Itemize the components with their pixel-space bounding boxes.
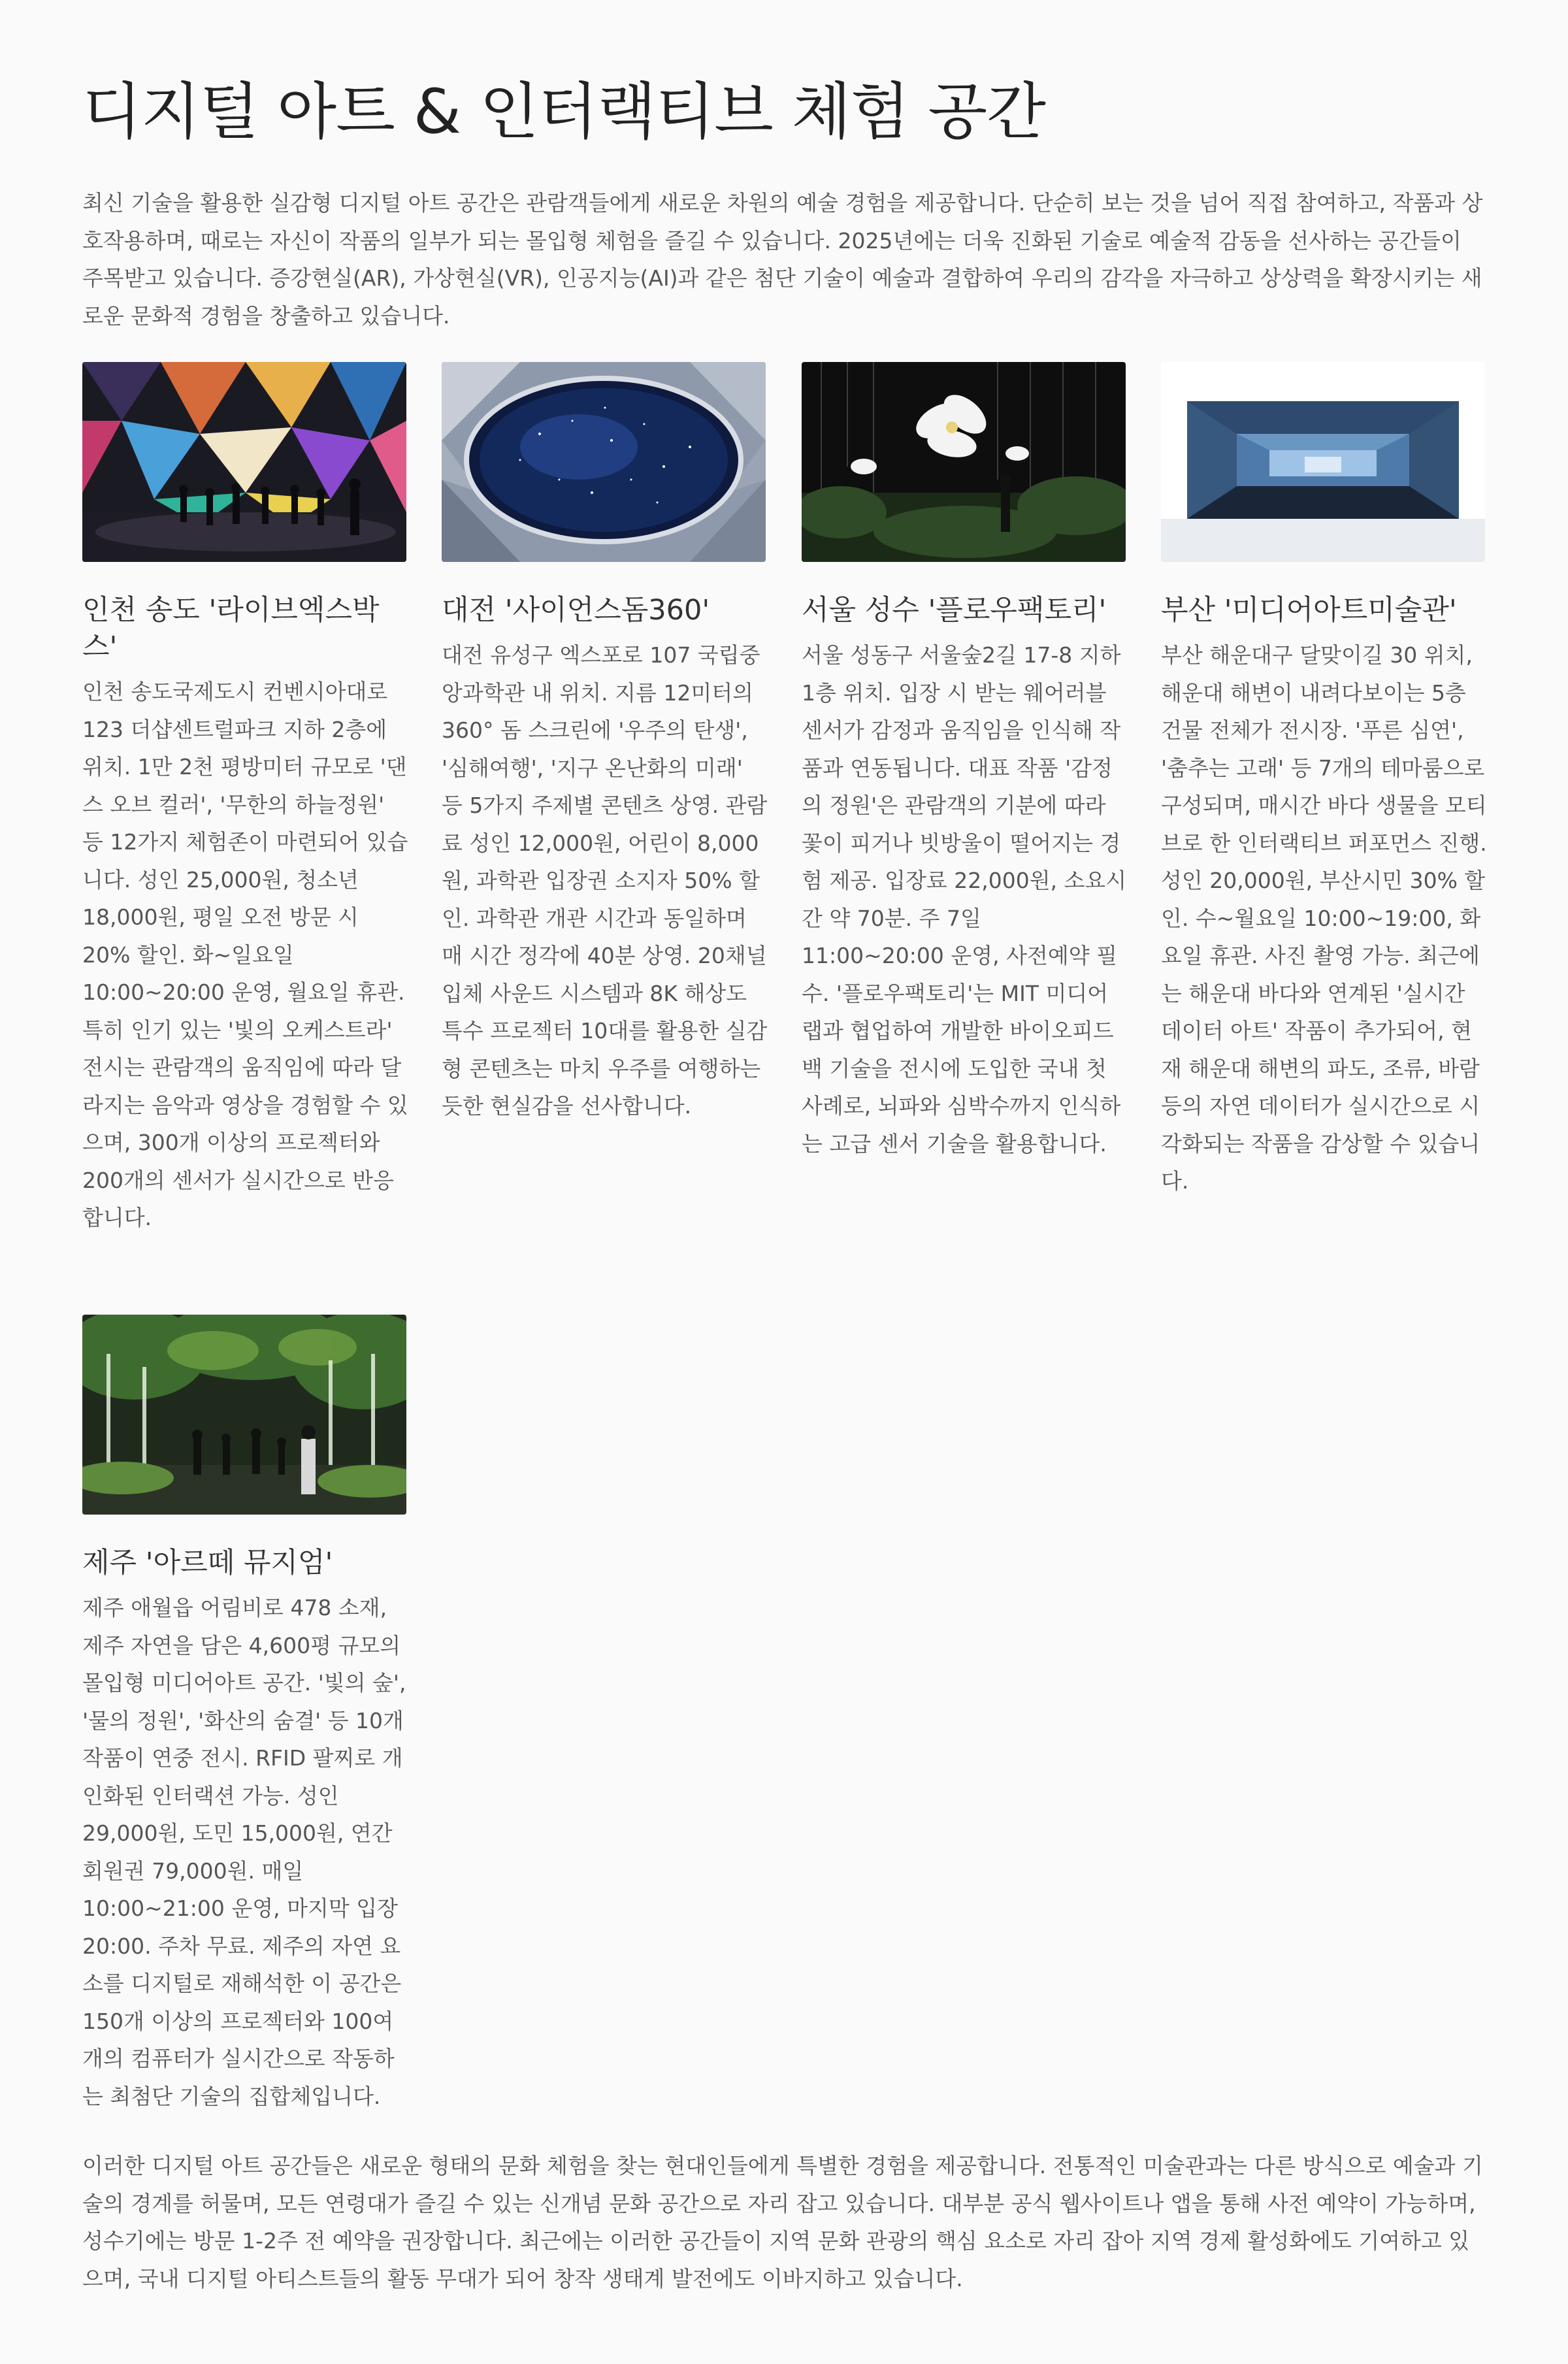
venue-description-incheon: 인천 송도국제도시 컨벤시아대로 123 더샵센트럴파크 지하 2층에 위치. 1만 2천 평방미터 규모로 '댄스 오브 컬러', '무한의 하늘정원' 등 12가지 체험존이 마련되어 있습니다. 성인 25,000원, 청소년 18,000원, 평일 오전 방문 시 20% 할인. 화~일요일 10:00~20:00 운영, 월요일 휴관. 특히 인기 있는 '빛의 오케스트라' 전시는 관람객의 움직임에 따라 달라지는 음악과 영상을 경험할 수 있으며, 300개 이상의 프로젝터와 200개의 센서가 실시간으로 반응합니다.: [82, 679, 408, 1230]
venue-image-busan: [1161, 362, 1485, 562]
page-title: 디지털 아트 & 인터랙티브 체험 공간: [82, 76, 1045, 148]
venue-title-daejeon: 대전 '사이언스돔360': [442, 594, 710, 627]
venue-title-busan: 부산 '미디어아트미술관': [1161, 594, 1457, 627]
outro-paragraph: 이러한 디지털 아트 공간들은 새로운 형태의 문화 체험을 찾는 현대인들에게 특별한 경험을 제공합니다. 전통적인 미술관과는 다른 방식으로 예술과 기술의 경계를 허물며, 모든 연령대가 즐길 수 있는 신개념 문화 공간으로 자리 잡고 있습니다. 대부분 공식 웹사이트나 앱을 통해 사전 예약이 가능하며, 성수기에는 방문 1-2주 전 예약을 권장합니다. 최근에는 이러한 공간들이 지역 문화 관광의 핵심 요소로 자리 잡아 지역 경제 활성화에도 기여하고 있으며, 국내 디지털 아티스트들의 활동 무대가 되어 창작 생태계 발전에도 이바지하고 있습니다.: [82, 2153, 1483, 2291]
venue-description-daejeon: 대전 유성구 엑스포로 107 국립중앙과학관 내 위치. 지름 12미터의 360° 돔 스크린에 '우주의 탄생', '심해여행', '지구 온난화의 미래' 등 5가지 주제별 콘텐츠 상영. 관람료 성인 12,000원, 어린이 8,000원, 과학관 입장권 소지자 50% 할인. 과학관 개관 시간과 동일하며 매 시간 정각에 40분 상영. 20채널 입체 사운드 시스템과 8K 해상도 특수 프로젝터 10대를 활용한 실감형 콘텐츠는 마치 우주를 여행하는 듯한 현실감을 선사합니다.: [442, 642, 768, 1119]
venue-title-seoul: 서울 성수 '플로우팩토리': [802, 594, 1107, 627]
venue-card-daejeon: [442, 362, 768, 1125]
venue-image-seoul: [802, 362, 1126, 562]
venue-image-incheon: [82, 362, 406, 562]
venue-title-jeju: 제주 '아르떼 뮤지엄': [82, 1547, 333, 1579]
venue-card-incheon: [82, 362, 409, 1237]
venue-description-busan: 부산 해운대구 달맞이길 30 위치, 해운대 해변이 내려다보이는 5층 건물 전체가 전시장. '푸른 심연', '춤추는 고래' 등 7개의 테마룸으로 구성되며, 매시간 바다 생물을 모티브로 한 인터랙티브 퍼포먼스 진행. 성인 20,000원, 부산시민 30% 할인. 수~월요일 10:00~19:00, 화요일 휴관. 사진 촬영 가능. 최근에는 해운대 바다와 연계된 '실시간 데이터 아트' 작품이 추가되어, 현재 해운대 해변의 파도, 조류, 바람 등의 자연 데이터가 실시간으로 시각화되는 작품을 감상할 수 있습니다.: [1161, 642, 1487, 1194]
venue-title-incheon: 인천 송도 '라이브엑스박스': [82, 594, 380, 663]
venue-image-jeju: [82, 1315, 406, 1515]
venue-card-busan: [1161, 362, 1488, 1200]
venue-card-jeju: [82, 1315, 409, 2115]
venue-description-seoul: 서울 성동구 서울숲2길 17-8 지하 1층 위치. 입장 시 받는 웨어러블 센서가 감정과 움직임을 인식해 작품과 연동됩니다. 대표 작품 '감정의 정원'은 관람객의 기분에 따라 꽃이 피거나 빗방울이 떨어지는 경험 제공. 입장료 22,000원, 소요시간 약 70분. 주 7일 11:00~20:00 운영, 사전예약 필수. '플로우팩토리'는 MIT 미디어랩과 협업하여 개발한 바이오피드백 기술을 전시에 도입한 국내 첫 사례로, 뇌파와 심박수까지 인식하는 고급 센서 기술을 활용합니다.: [802, 642, 1127, 1157]
intro-paragraph: 최신 기술을 활용한 실감형 디지털 아트 공간은 관람객들에게 새로운 차원의 예술 경험을 제공합니다. 단순히 보는 것을 넘어 직접 참여하고, 작품과 상호작용하며, 때로는 자신이 작품의 일부가 되는 몰입형 체험을 즐길 수 있습니다. 2025년에는 더욱 진화된 기술로 예술적 감동을 선사하는 공간들이 주목받고 있습니다. 증강현실(AR), 가상현실(VR), 인공지능(AI)과 같은 첨단 기술이 예술과 결합하여 우리의 감각을 자극하고 상상력을 확장시키는 새로운 문화적 경험을 창출하고 있습니다.: [82, 190, 1483, 329]
venue-image-daejeon: [442, 362, 766, 562]
venue-card-seoul: [802, 362, 1128, 1162]
venue-description-jeju: 제주 애월읍 어림비로 478 소재, 제주 자연을 담은 4,600평 규모의 몰입형 미디어아트 공간. '빛의 숲', '물의 정원', '화산의 숨결' 등 10개 작품이 연중 전시. RFID 팔찌로 개인화된 인터랙션 가능. 성인 29,000원, 도민 15,000원, 연간회원권 79,000원. 매일 10:00~21:00 운영, 마지막 입장 20:00. 주차 무료. 제주의 자연 요소를 디지털로 재해석한 이 공간은 150개 이상의 프로젝터와 100여 개의 컴퓨터가 실시간으로 작동하는 최첨단 기술의 집합체입니다.: [82, 1595, 406, 2109]
